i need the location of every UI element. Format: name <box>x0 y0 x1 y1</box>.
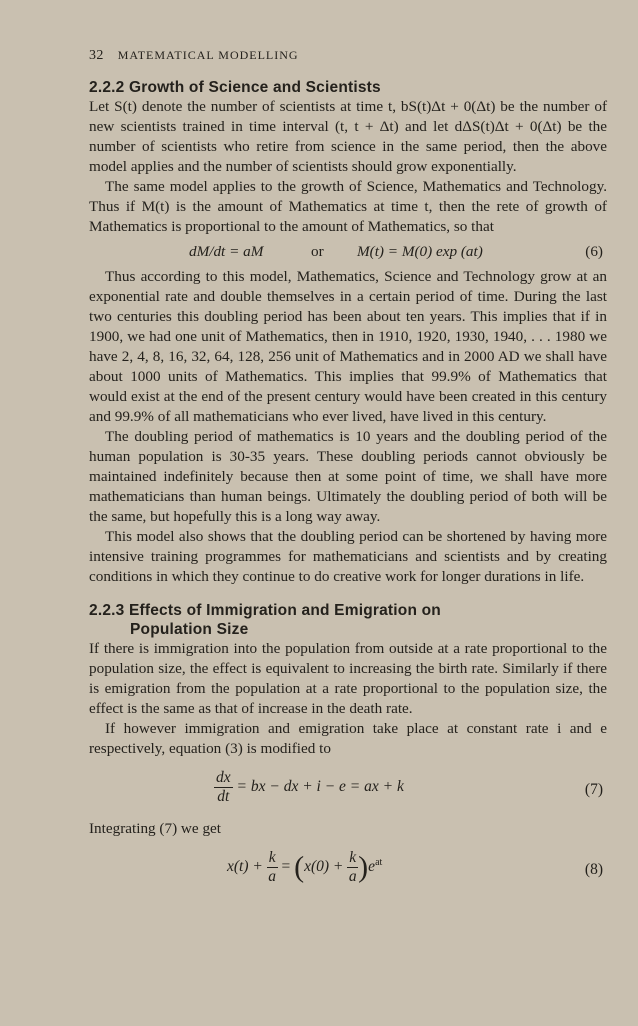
equals-sign: = <box>281 858 291 876</box>
paragraph: Integrating (7) we get <box>89 820 221 837</box>
heading-line-1: 2.2.3 Effects of Immigration and Emigration on <box>89 602 441 619</box>
heading-line-2: Population Size <box>130 621 249 638</box>
exponent: at <box>375 856 383 868</box>
left-paren: ( <box>294 850 305 884</box>
equation-7 <box>89 759 607 819</box>
paragraph: The doubling period of mathematics is 10 years and the doubling period of the human population is 30-35 years. These doubling periods cannot obviously be maintained indefinitely because then at some point of time, we shall have more mathematicians than human beings. Ultimately the doubling period of both will be the same, but hopefully this is a long way away. <box>89 428 607 525</box>
equation-rhs: M(t) = M(0) exp (at) <box>357 243 483 260</box>
page-number: 32 <box>89 48 104 63</box>
equation-rhs: = bx − dx + i − e = ax + k <box>236 778 404 796</box>
equation-number: (6) <box>585 243 603 260</box>
fraction: $\frac{k}{a}$ <box>348 849 357 885</box>
equation-8: x(t) + $\frac{k}{a}$ = (x(0) + $\frac{k}{a}$ )$e^{at}$ (8) <box>227 849 603 885</box>
paragraph: This model also shows that the doubling period can be shortened by having more intensive training programmes for mathematicians and scientists and by creating conditions in which they continue to do creative work for longer durations in life. <box>89 528 607 585</box>
running-head <box>89 48 607 64</box>
fraction: $\frac{dx}{dt}$ <box>216 769 231 805</box>
equation-or: or <box>311 243 324 260</box>
equation-6 <box>89 237 607 267</box>
section-heading-2-2-3 <box>89 601 607 639</box>
section-heading-2-2-2: 2.2.2 Growth of Science and Scientists <box>89 79 381 96</box>
fraction: $\frac{k}{a}$ <box>268 849 277 885</box>
paragraph: Thus according to this model, Mathematics, Science and Technology grow at an exponential rate and double themselves in a certain period of time. During the last two centuries this doubling period has been about ten years. This implies that if in 1900, we had one unit of Mathematics, then in 1910, 1920, 1930, 1940, . . . 1980 we have 2, 4, 8, 16, 32, 64, 128, 256 unit of Mathematics and in 2000 AD we shall have about 1000 units of Mathematics. This implies that 99.9% of Mathematics that would exist at the end of the present century would have been created in this century and 99.9% of all mathematicians who ever lived, have lived in this century. <box>89 268 607 425</box>
right-paren: ) <box>358 850 369 884</box>
equation-number: (7) <box>584 781 603 798</box>
running-title: MATEMATICAL MODELLING <box>117 48 299 62</box>
equation-lhs: dM/dt = aM <box>189 243 264 260</box>
equation-inner: x(0) + <box>304 858 344 876</box>
page-content <box>89 48 607 899</box>
paragraph: Let S(t) denote the number of scientists at time t, bS(t)Δt + 0(Δt) be the number of new scientists trained in time interval (t, t + Δt) and let dΔS(t)Δt + 0(Δt) be the number of scientists who retire from science in the same period, then the above model applies and the number of scientists should grow exponentially. <box>89 98 607 175</box>
paragraph: If there is immigration into the population from outside at a rate proportional to the population size, the effect is equivalent to increasing the birth rate. Similarly if there is emigration from the population at a rate proportional to the population size, the effect is the same as that of increase in the death rate. <box>89 640 607 717</box>
paragraph: If however immigration and emigration take place at constant rate i and e respectively, equation (3) is modified to <box>89 720 607 757</box>
equation-lhs: x(t) + <box>227 858 263 876</box>
equation-number: (8) <box>584 861 603 878</box>
paragraph: The same model applies to the growth of Science, Mathematics and Technology. Thus if M(t) is the amount of Mathematics at time t, then the rete of growth of Mathematics is proportional to the amount of Mathematics, so that <box>89 178 607 235</box>
